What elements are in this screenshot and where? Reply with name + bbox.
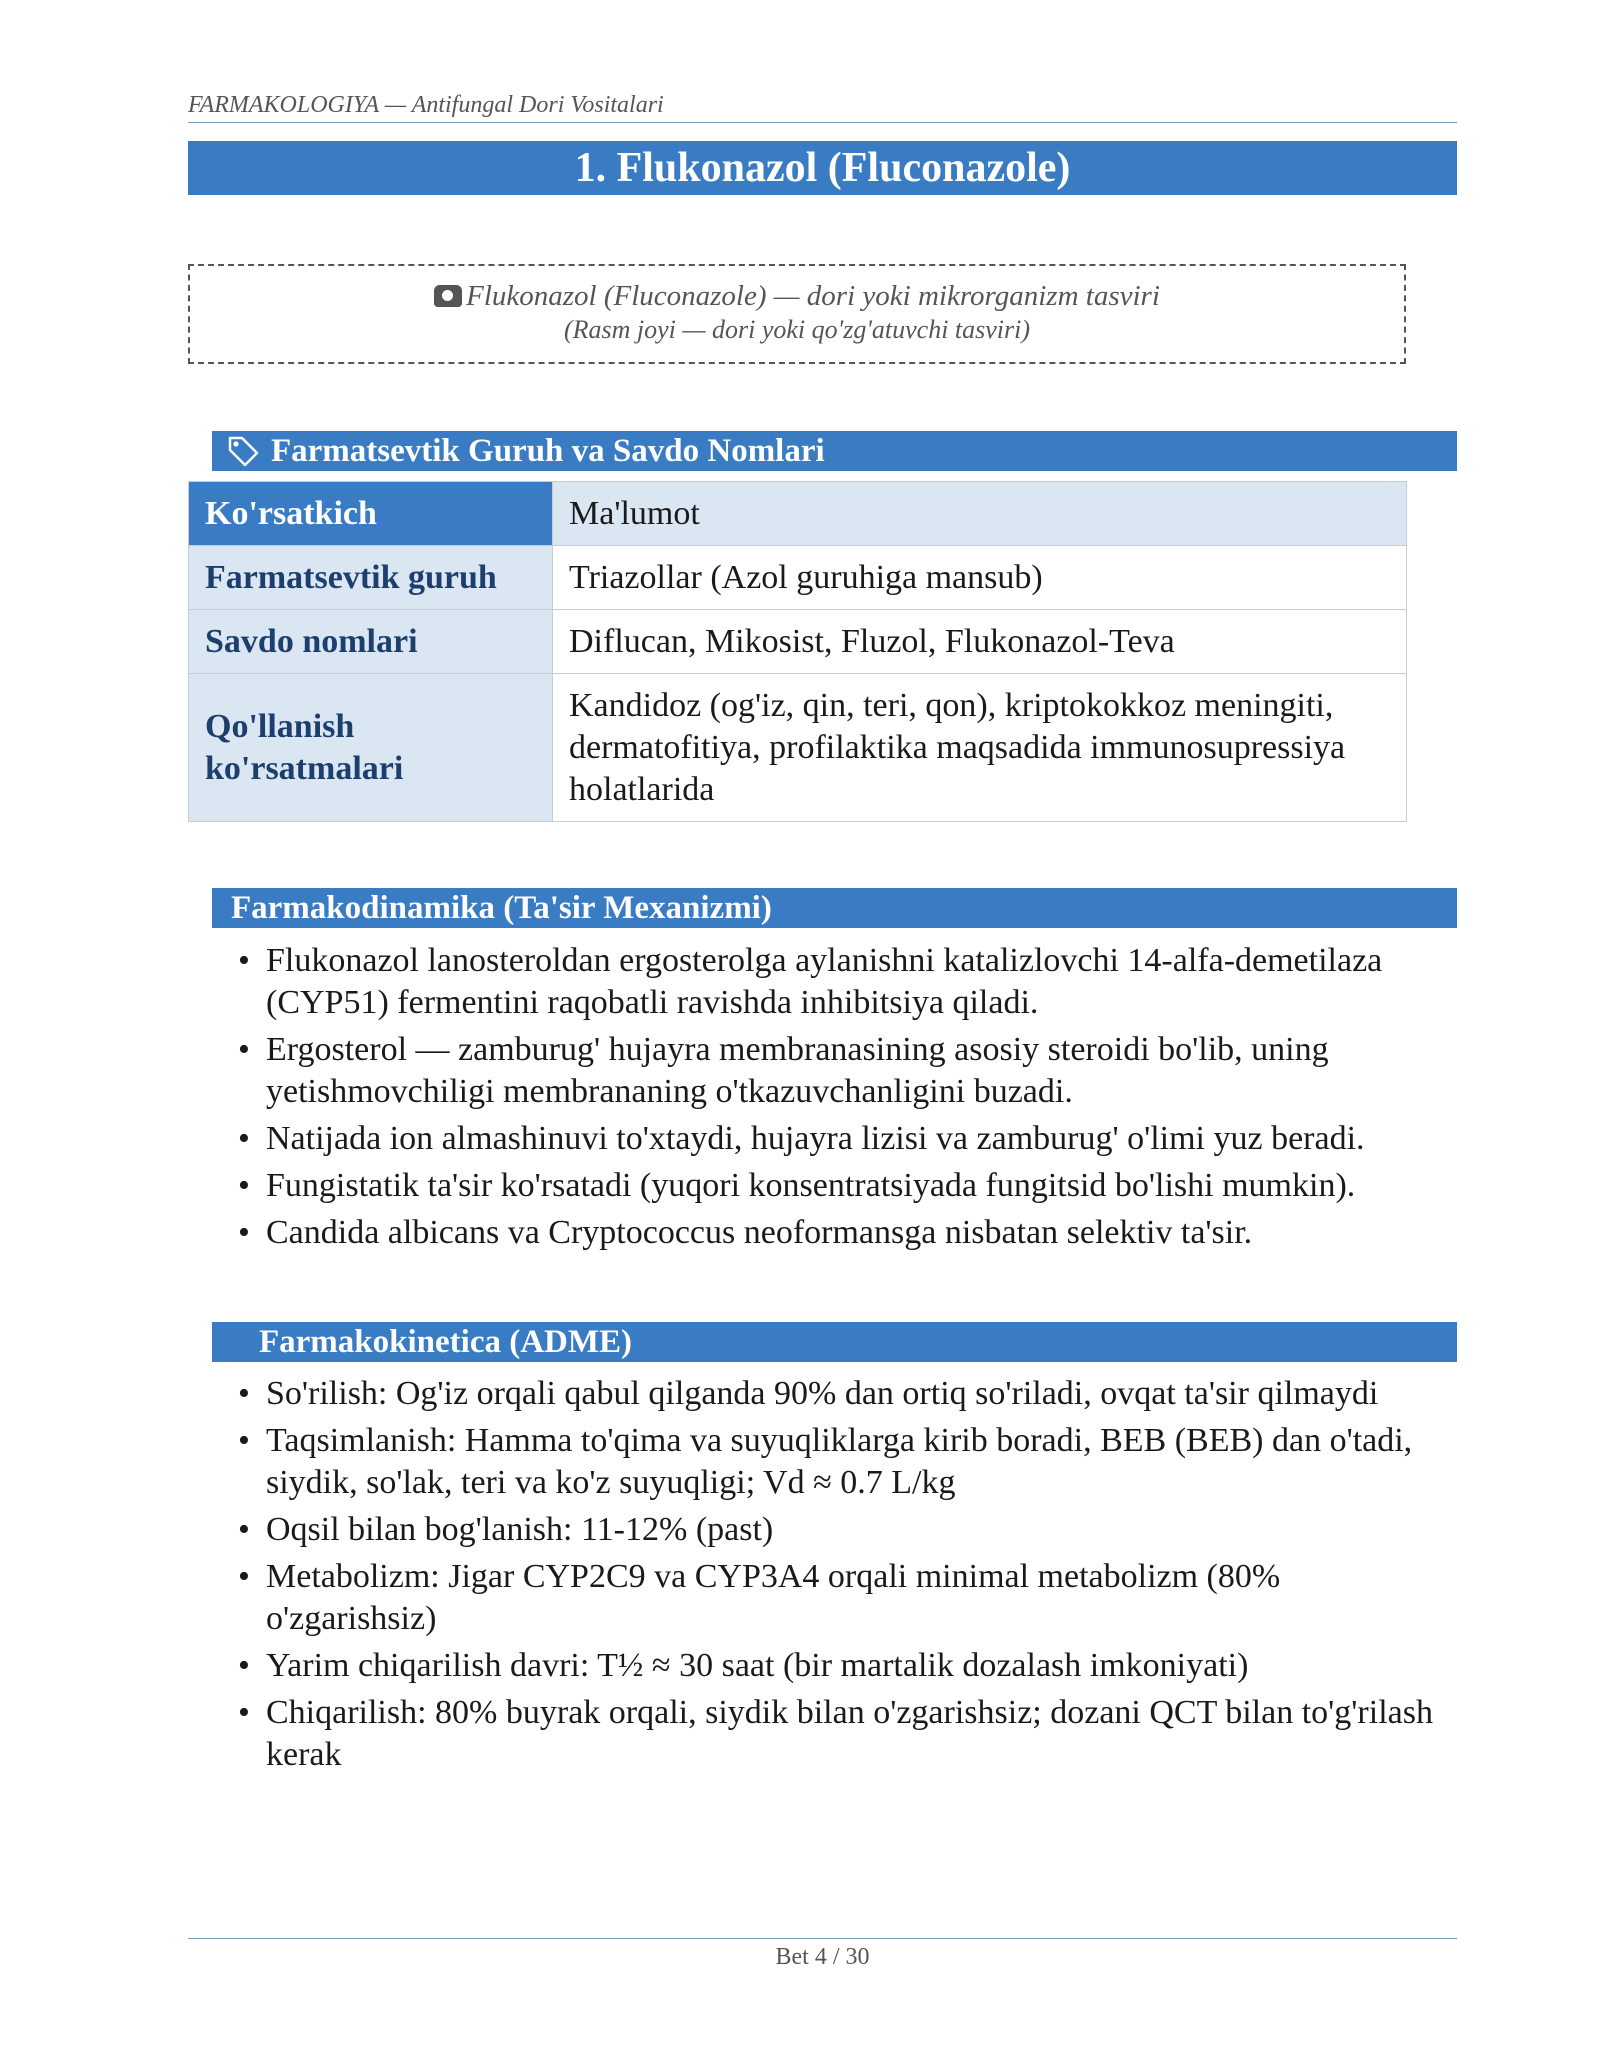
section-header-group <box>212 431 1457 471</box>
list-item: • Taqsimlanish: Hamma to'qima va suyuqliklarga kirib boradi, BEB (BEB) dan o'tadi, siydik, so'lak, teri va ko'z suyuqligi; Vd ≈ 0.7 L/kg <box>238 1420 1457 1504</box>
list-item: • Oqsil bilan bog'lanish: 11-12% (past) <box>238 1509 1457 1551</box>
placeholder-caption <box>190 280 1404 313</box>
list-item: • Natijada ion almashinuvi to'xtaydi, hujayra lizisi va zamburug' o'limi yuz beradi. <box>238 1118 1457 1160</box>
table-row-key: Farmatsevtik guruh <box>189 546 553 610</box>
list-item: • Metabolizm: Jigar CYP2C9 va CYP3A4 orqali minimal metabolizm (80% o'zgarishsiz) <box>238 1556 1457 1640</box>
list-item: • Fungistatik ta'sir ko'rsatadi (yuqori konsentratsiyada fungitsid bo'lishi mumkin). <box>238 1165 1457 1207</box>
footer-rule <box>188 1938 1457 1939</box>
pharmacokinetics-list <box>238 1373 1457 1781</box>
list-item: • So'rilish: Og'iz orqali qabul qilganda 90% dan ortiq so'riladi, ovqat ta'sir qilmaydi <box>238 1373 1457 1415</box>
list-item: • Flukonazol lanosteroldan ergosterolga aylanishni katalizlovchi 14-alfa-demetilaza (CYP51) fermentini raqobatli ravishda inhibitsiya qiladi. <box>238 940 1457 1024</box>
table-header-row <box>189 482 1407 546</box>
info-table <box>188 481 1407 822</box>
list-item: • Chiqarilish: 80% buyrak orqali, siydik bilan o'zgarishsiz; dozani QCT bilan to'g'rilash kerak <box>238 1692 1457 1776</box>
table-row-key: Savdo nomlari <box>189 610 553 674</box>
section-title: Farmatsevtik Guruh va Savdo Nomlari <box>271 433 825 469</box>
table-row-value: Triazollar (Azol guruhiga mansub) <box>553 546 1407 610</box>
table-row <box>189 610 1407 674</box>
list-item: • Yarim chiqarilish davri: T½ ≈ 30 saat (bir martalik dozalash imkoniyati) <box>238 1645 1457 1687</box>
tag-icon <box>226 434 260 468</box>
placeholder-note: (Rasm joyi — dori yoki qo'zg'atuvchi tasviri) <box>563 315 1031 344</box>
table-row-value: Kandidoz (og'iz, qin, teri, qon), kriptokokkoz meningiti, dermatofitiya, profilaktika maqsadida immunosupressiya holatlarida <box>553 674 1407 822</box>
running-header: FARMAKOLOGIYA — Antifungal Dori Vositalari <box>188 92 664 118</box>
table-header-key: Ko'rsatkich <box>189 482 553 546</box>
page-title: 1. Flukonazol (Fluconazole) <box>188 141 1457 195</box>
list-item: • Candida albicans va Cryptococcus neoformansga nisbatan selektiv ta'sir. <box>238 1212 1457 1254</box>
section-title: Farmakodinamika (Ta'sir Mexanizmi) <box>231 890 772 926</box>
placeholder-caption-text: Flukonazol (Fluconazole) — dori yoki mikrorganizm tasviri <box>466 280 1160 312</box>
header-rule <box>188 122 1457 123</box>
section-title: Farmakokinetica (ADME) <box>259 1324 633 1360</box>
table-header-value: Ma'lumot <box>553 482 1407 546</box>
pharmacodynamics-list <box>238 940 1457 1259</box>
image-placeholder <box>188 264 1406 364</box>
page-number: Bet 4 / 30 <box>775 1944 870 1970</box>
list-item: • Ergosterol — zamburug' hujayra membranasining asosiy steroidi bo'lib, uning yetishmovchiligi membrananing o'tkazuvchanligini buzadi. <box>238 1029 1457 1113</box>
table-row <box>189 546 1407 610</box>
table-row-key: Qo'llanish ko'rsatmalari <box>189 674 553 822</box>
table-row <box>189 674 1407 822</box>
table-row-value: Diflucan, Mikosist, Fluzol, Flukonazol-Teva <box>553 610 1407 674</box>
section-header-pharmacokinetics <box>212 1322 1457 1362</box>
camera-icon <box>434 285 462 307</box>
section-header-pharmacodynamics <box>212 888 1457 928</box>
